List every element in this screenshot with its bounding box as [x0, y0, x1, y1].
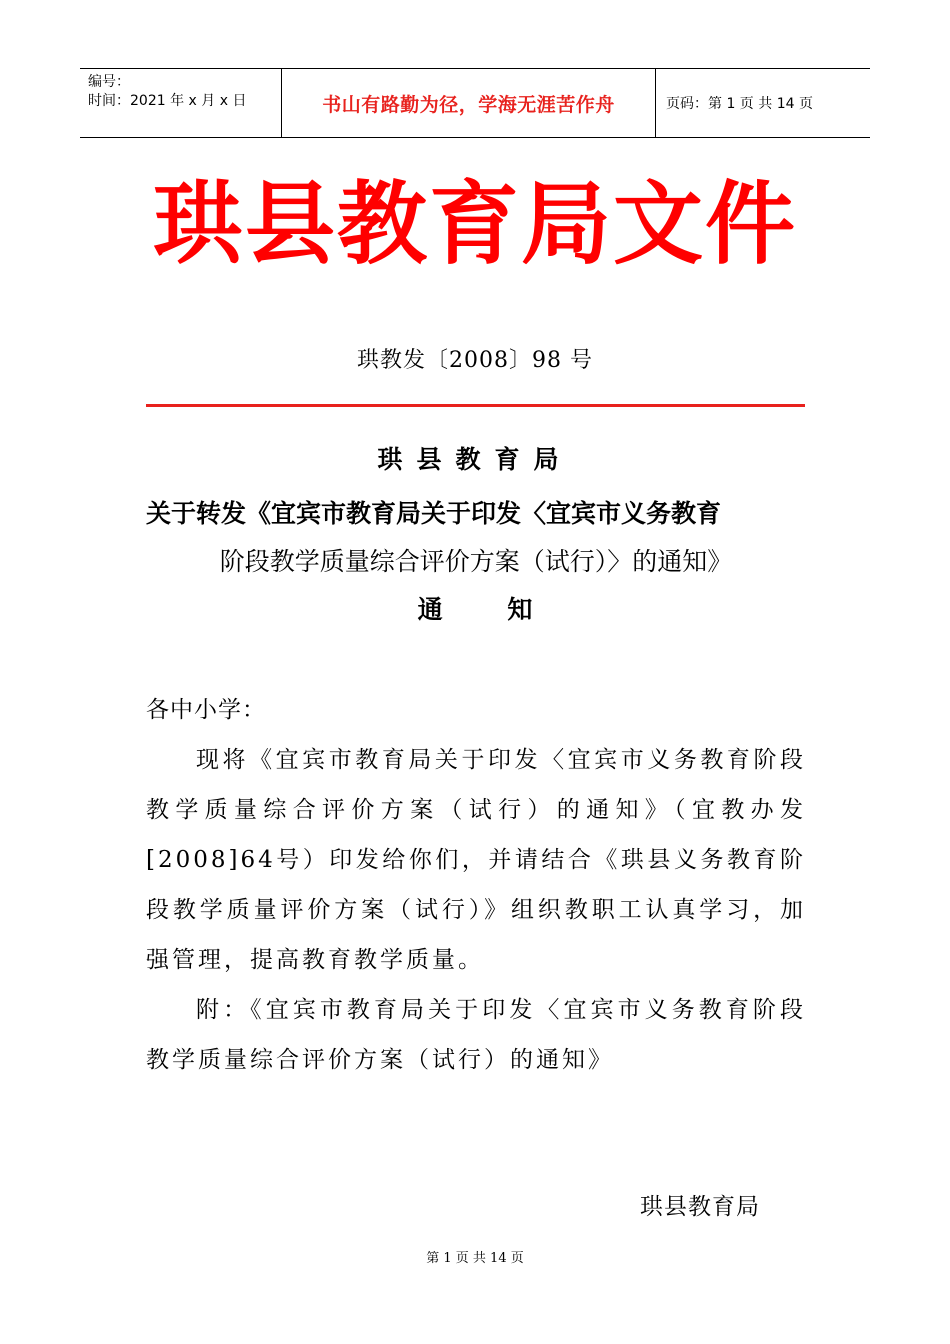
document-title: 珙县教育局文件 — [153, 172, 797, 277]
number-label: 编号： — [88, 74, 130, 90]
salutation: 各中小学： — [146, 697, 266, 723]
time-label: 时间：2021 年 x 月 x 日 — [88, 93, 247, 109]
subject-heading — [146, 490, 806, 586]
subject-line-1: 关于转发《宜宾市教育局关于印发〈宜宾市义务教育 — [146, 499, 722, 528]
document-body — [146, 685, 806, 1085]
body-paragraph: 现将《宜宾市教育局关于印发〈宜宾市义务教育阶段教学质量综合评价方案（试行）的通知》（宜教办发[2008]64号）印发给你们，并请结合《珙县义务教育阶段教学质量评价方案（试行）》组织教职工认真学习，加强管理，提高教育教学质量。 — [146, 747, 806, 973]
subject-line-2: 阶段教学质量综合评价方案（试行）〉的通知》 — [219, 547, 733, 576]
notice-heading — [0, 590, 950, 626]
page-footer: 第 1 页 共 14 页 — [426, 1251, 524, 1266]
header-page-info: 页码：第 1 页 共 14 页 — [666, 96, 813, 112]
header-meta — [80, 69, 282, 137]
red-divider — [146, 404, 805, 407]
header-table — [80, 68, 870, 138]
document-number: 珙教发〔2008〕98 号 — [357, 348, 593, 373]
attachment-line: 附：《宜宾市教育局关于印发〈宜宾市义务教育阶段教学质量综合评价方案（试行）的通知》 — [146, 997, 806, 1073]
notice-char-2: 知 — [507, 595, 533, 624]
header-motto: 书山有路勤为径，学海无涯苦作舟 — [282, 69, 656, 137]
notice-char-1: 通 — [417, 595, 443, 624]
issuer-heading: 珙县教育局 — [377, 445, 573, 474]
signature: 珙县教育局 — [640, 1194, 760, 1220]
